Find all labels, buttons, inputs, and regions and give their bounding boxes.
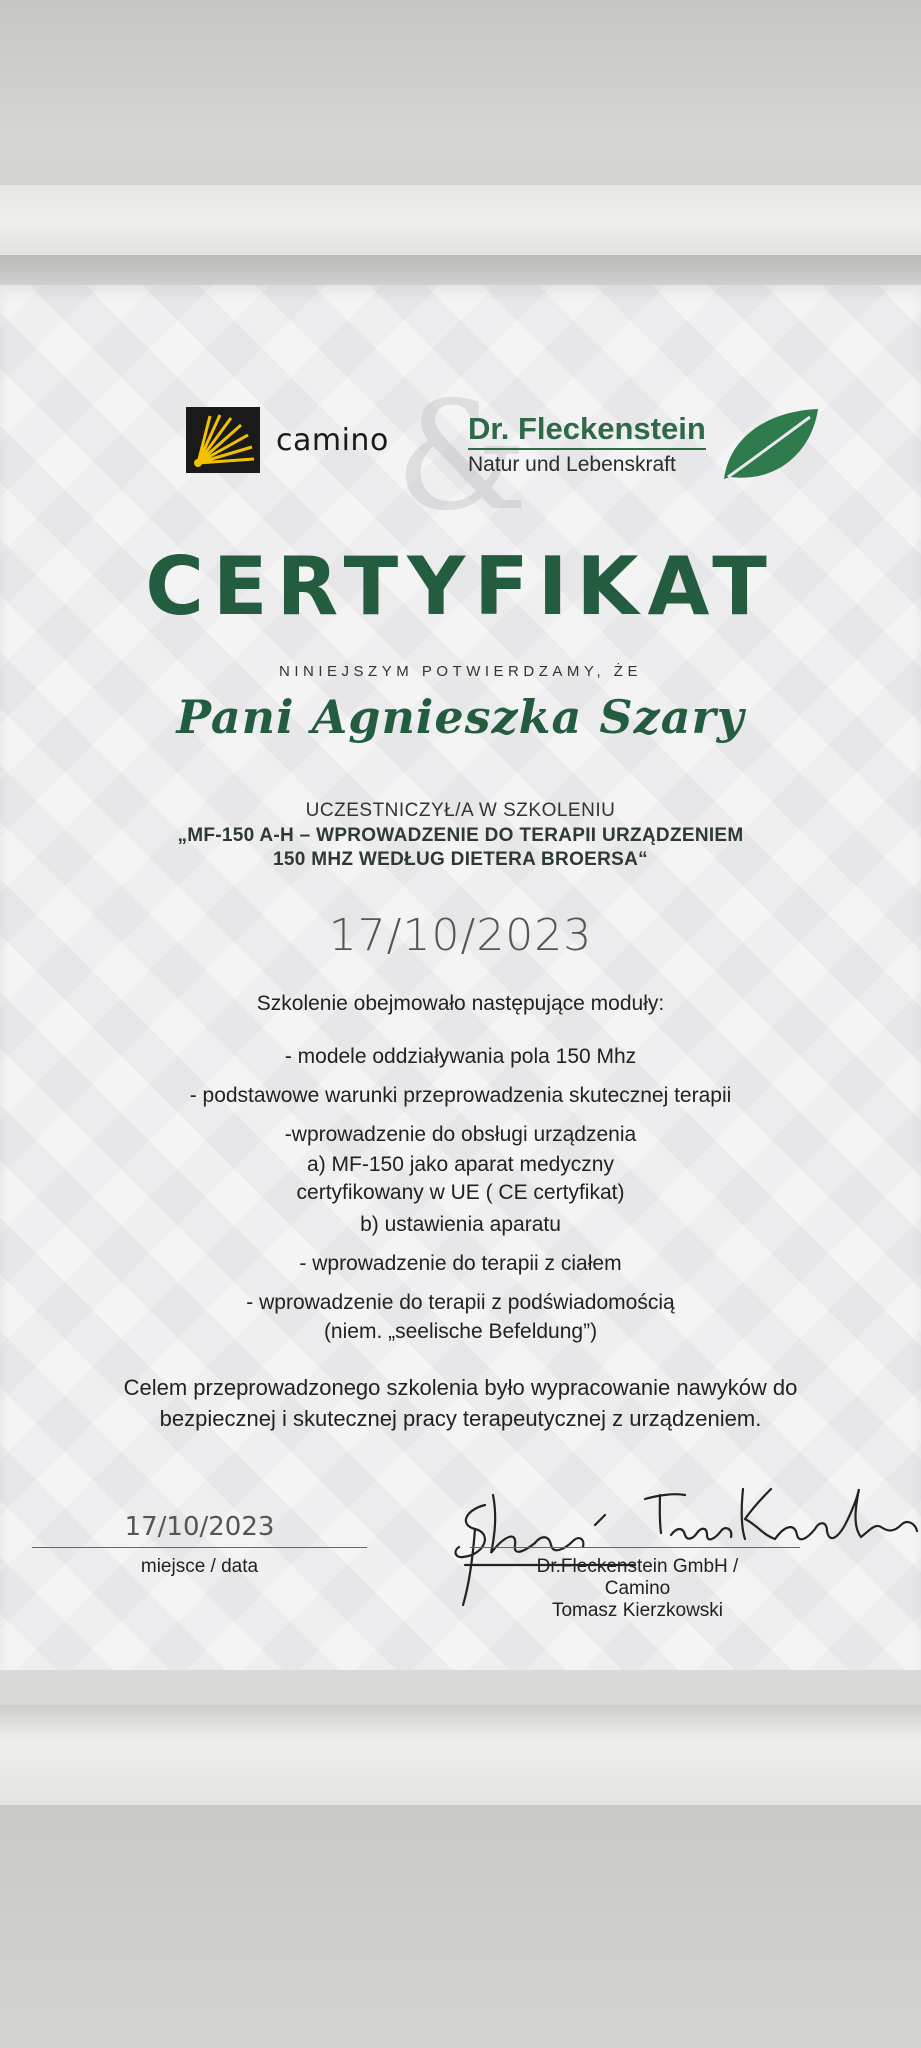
recipient-name: Pani Agnieszka Szary xyxy=(176,690,745,744)
training-goal xyxy=(0,1372,921,1434)
module-item: - wprowadzenie do terapii z podświadomością xyxy=(246,1291,675,1314)
frame-bottom-edge xyxy=(0,1705,921,1805)
wall-background xyxy=(0,0,921,120)
place-date-label: miejsce / data xyxy=(140,1556,259,1577)
signatory-name: Tomasz Kierzkowski xyxy=(551,1600,724,1621)
lead-text: NINIEJSZYM POTWIERDZAMY, ŻE xyxy=(279,663,642,680)
leaf-icon xyxy=(720,405,820,490)
module-item: -wprowadzenie do obsługi urządzenia xyxy=(284,1123,637,1146)
module-item: - modele oddziaływania pola 150 Mhz xyxy=(284,1045,637,1068)
ampersand-watermark: & xyxy=(395,370,529,544)
course-date: 17/10/2023 xyxy=(328,910,593,961)
module-item: - wprowadzenie do terapii z ciałem xyxy=(299,1252,622,1275)
signatory-label xyxy=(480,1556,795,1622)
signature-date: 17/10/2023 xyxy=(124,1512,275,1542)
fleckenstein-logo xyxy=(468,412,706,477)
company-signature-line xyxy=(470,1547,800,1548)
background-surface xyxy=(0,1805,921,2048)
frame-shadow xyxy=(0,255,921,285)
camino-logo xyxy=(186,405,389,475)
module-subitem: b) ustawienia aparatu xyxy=(360,1213,561,1236)
module-subitem: a) MF-150 jako aparat medyczny xyxy=(307,1153,614,1176)
course-title-line: 150 MHZ WEDŁUG DIETERA BROERSA“ xyxy=(273,849,648,870)
certificate-title: CERTYFIKAT xyxy=(145,540,776,633)
module-item: - podstawowe warunki przeprowadzenia skutecznej terapii xyxy=(189,1084,732,1107)
camino-wordmark: camino xyxy=(276,422,389,458)
goal-line: bezpiecznej i skutecznej pracy terapeutycznej z urządzeniem. xyxy=(159,1406,762,1431)
course-title xyxy=(0,824,921,872)
course-title-line: „MF-150 A-H – WPROWADZENIE DO TERAPII URZĄDZENIEM xyxy=(177,825,744,846)
camino-shell-icon xyxy=(186,407,260,473)
modules-intro: Szkolenie obejmowało następujące moduły: xyxy=(256,992,665,1015)
goal-line: Celem przeprowadzonego szkolenia było wypracowanie nawyków do xyxy=(123,1375,798,1400)
fleckenstein-wordmark: Dr. Fleckenstein xyxy=(468,412,706,450)
fleckenstein-tagline: Natur und Lebenskraft xyxy=(468,453,676,476)
participation-text: UCZESTNICZYŁ/A W SZKOLENIU xyxy=(305,800,616,821)
module-item: (niem. „seelische Befeldung”) xyxy=(323,1320,598,1343)
date-signature-line xyxy=(32,1547,367,1548)
module-subitem: certyfikowany w UE ( CE certyfikat) xyxy=(296,1181,625,1204)
signatory-brand: Camino xyxy=(604,1578,671,1599)
signatory-company: Dr.Fleckenstein GmbH / xyxy=(536,1556,739,1577)
